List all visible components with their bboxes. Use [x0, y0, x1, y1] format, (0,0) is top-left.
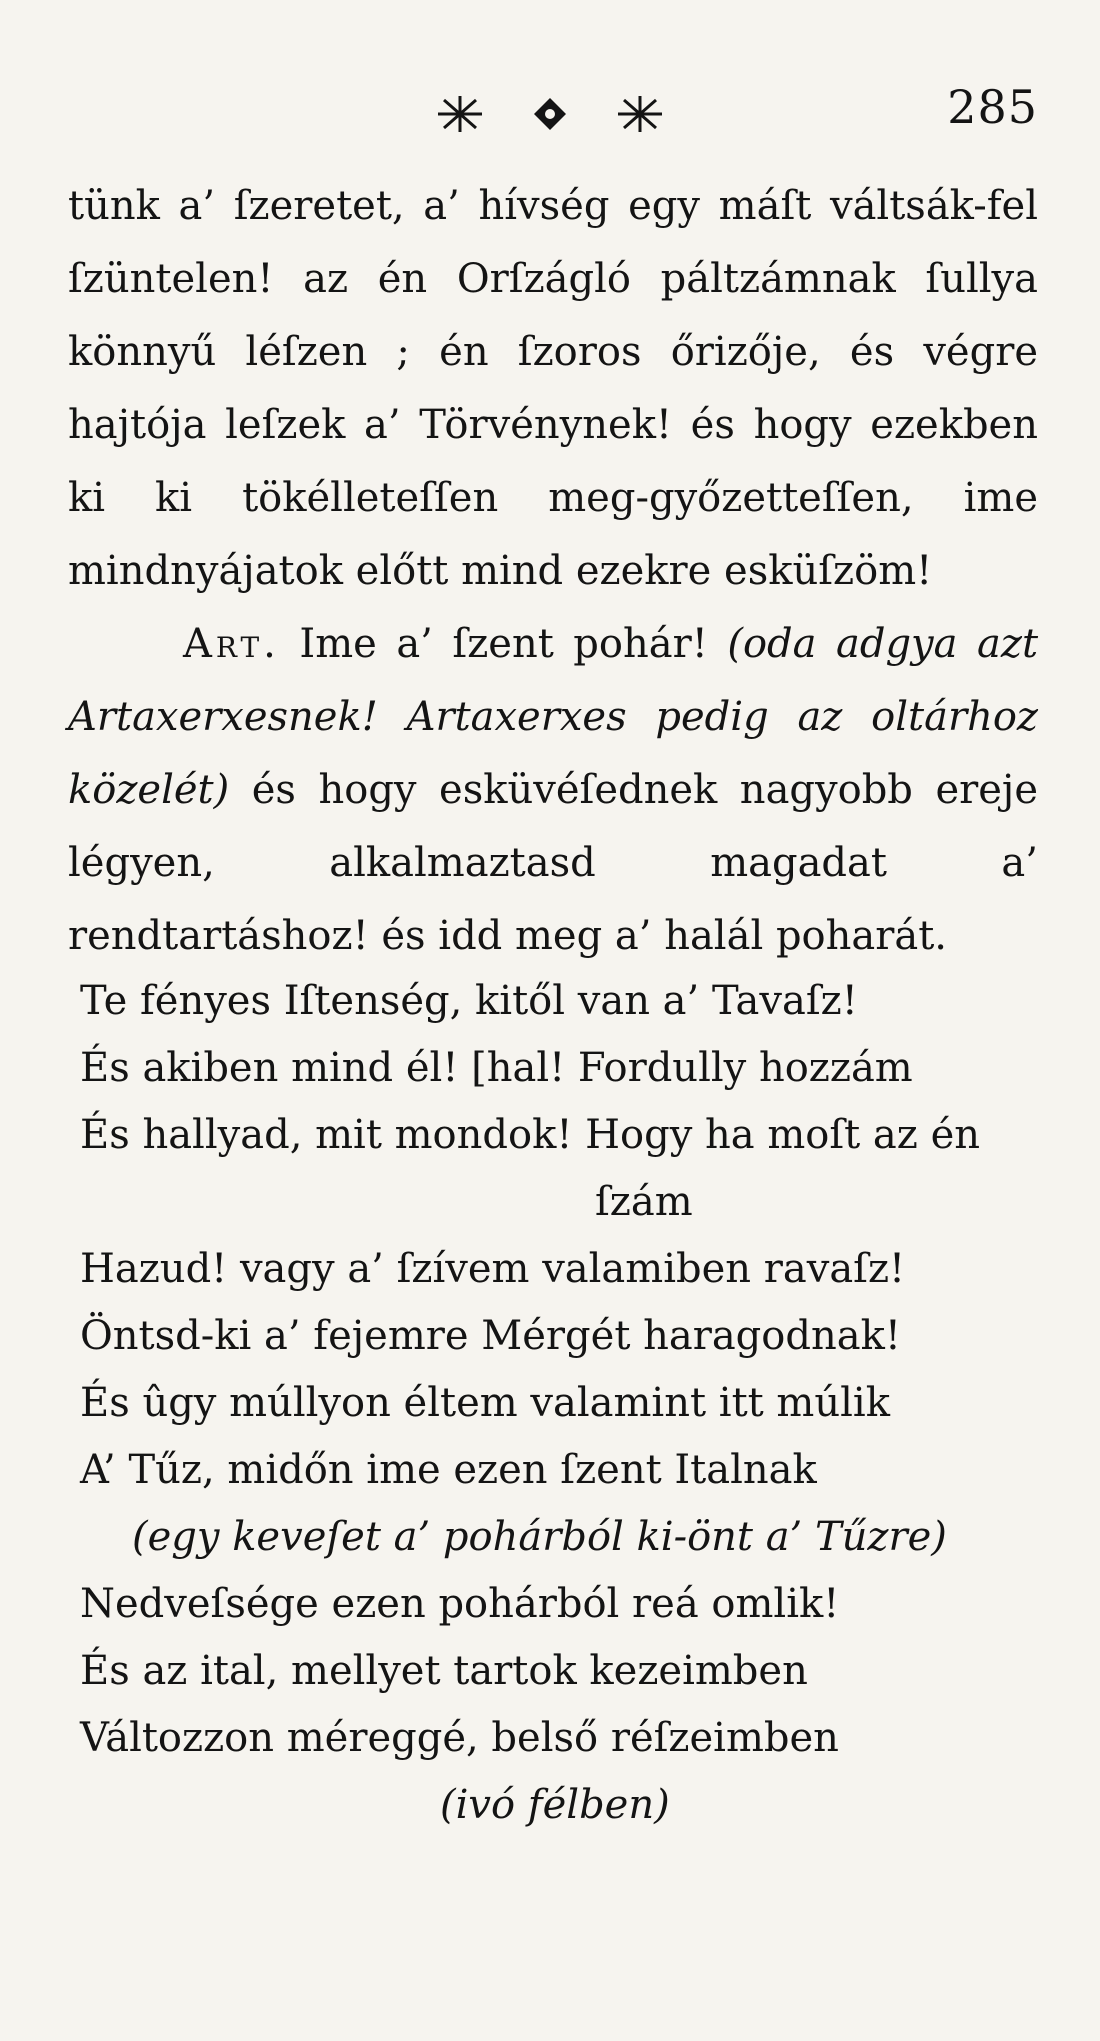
verse-block — [80, 968, 1080, 1839]
page-number: 285 — [947, 80, 1038, 134]
verse-line: Hazud! vagy a’ ſzívem valamiben ravaſz! — [80, 1246, 906, 1292]
verse-line: A’ Tűz, midőn ime ezen ſzent Italnak — [80, 1447, 817, 1493]
dialogue-text: és hogy esküvéſednek nagyobb ereje légyen, alkalmaztasd magadat a’ rendtartáshoz! és idd meg a’ halál poharát. — [68, 767, 1038, 959]
verse-line: Öntsd-ki a’ fejemre Mérgét haragodnak! — [80, 1313, 901, 1359]
verse-line: Nedveſsége ezen pohárból reá omlik! — [80, 1581, 840, 1627]
verse-line: És az ital, mellyet tartok kezeimben — [80, 1648, 808, 1694]
prose-block — [68, 170, 1038, 973]
verse-line: Változzon méreggé, belső réſzeimben — [80, 1715, 839, 1761]
verse-line-continuation: ſzám — [595, 1179, 693, 1225]
page-header — [0, 80, 1100, 150]
verse-line: És ûgy múllyon éltem valamint itt múlik — [80, 1380, 890, 1426]
verse-line: Te fényes Iſtenség, kitől van a’ Tavaſz! — [80, 978, 858, 1024]
speaker-name: Art. — [183, 621, 280, 667]
dialogue-paragraph — [68, 608, 1038, 973]
verse-line: És akiben mind él! [hal! Fordully hozzám — [80, 1045, 913, 1091]
dialogue-text: Ime a’ ſzent pohár! — [299, 621, 708, 667]
stage-direction: (ivó félben) — [440, 1782, 670, 1828]
paragraph: tünk a’ ſzeretet, a’ hívség egy máſt váltsák-fel ſzüntelen! az én Orſzágló páltzámnak ſullya könnyű léſzen ; én ſzoros őrizője, és végre hajtója leſzek a’ Törvénynek! és hogy ezekben ki ki tökélleteſſen meg-győzetteſſen, ime mindnyájatok előtt mind ezekre esküſzöm! — [68, 183, 1038, 594]
stage-direction: (egy keveſet a’ pohárból ki-önt a’ Tűzre) — [132, 1514, 947, 1560]
fleuron-ornament-icon — [420, 90, 680, 138]
verse-line: És hallyad, mit mondok! Hogy ha moſt az én — [80, 1112, 980, 1158]
stage-direction: (oda adgya azt Artaxerxesnek! Artaxerxes pedig az oltárhoz közelét) — [68, 621, 1039, 813]
